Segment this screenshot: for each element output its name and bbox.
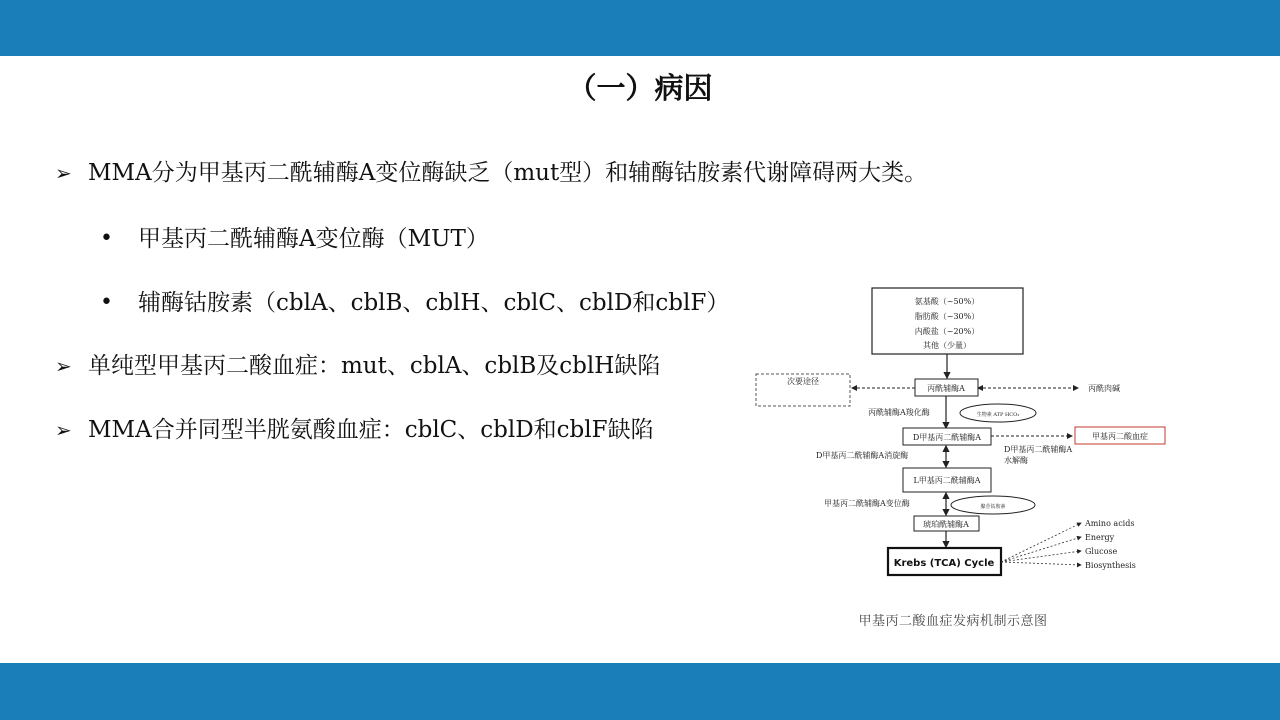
bullet-text: 甲基丙二酰辅酶A变位酶（MUT） — [138, 226, 489, 252]
l-mm-coa-label: L甲基丙二酰辅酶A — [913, 476, 981, 485]
arrow-bullet-icon: ➢ — [55, 354, 72, 378]
bullet-text: 辅酶钴胺素（cblA、cblB、cblH、cblC、cblD和cblF） — [138, 290, 730, 316]
sub-bullet-mut — [100, 223, 489, 255]
arrow-energy — [1001, 537, 1081, 562]
propionyl-coa-label: 丙酰辅酶A — [927, 384, 965, 393]
bullet-combined-mma — [55, 414, 654, 446]
d-mm-coa-label: D甲基丙二酰辅酶A — [912, 433, 982, 442]
slide-title: （一）病因 — [567, 71, 713, 105]
bullet-mma-classification — [55, 157, 927, 189]
output-biosynthesis: Biosynthesis — [1085, 561, 1136, 570]
source-amino-acids: 氨基酸（~50%） — [914, 297, 980, 306]
bullet-text: 单纯型甲基丙二酸血症：mut、cblA、cblB及cblH缺陷 — [88, 353, 661, 379]
krebs-cycle-label: Krebs (TCA) Cycle — [893, 558, 995, 569]
bullet-text: MMA合并同型半胱氨酸血症：cblC、cblD和cblF缺陷 — [88, 417, 654, 443]
source-fatty-acids: 脂肪酸（~30%） — [914, 312, 980, 321]
source-other: 其他（少量） — [923, 341, 971, 350]
mutase-label: 甲基丙二酰辅酶A变位酶 — [824, 499, 910, 508]
dot-bullet-icon: • — [100, 226, 113, 251]
racemase-label: D甲基丙二酰辅酶A消旋酶 — [816, 451, 909, 460]
output-energy: Energy — [1085, 533, 1115, 542]
arrow-bullet-icon: ➢ — [55, 418, 72, 442]
mma-label: 甲基丙二酸血症 — [1092, 432, 1148, 441]
bullet-isolated-mma — [55, 350, 660, 382]
top-banner — [0, 0, 1280, 56]
hydrolase-label-1: D甲基丙二酰辅酶A — [1004, 445, 1073, 454]
arrow-biosynthesis — [1001, 562, 1081, 565]
hydrolase-label-2: 水解酶 — [1004, 456, 1028, 465]
dot-bullet-icon: • — [100, 290, 113, 315]
propionyl-carnitine-label: 丙酰肉碱 — [1088, 384, 1120, 393]
secondary-path-label: 次要途径 — [787, 377, 819, 386]
output-glucose: Glucose — [1085, 547, 1118, 556]
source-propionate: 内酸盐（~20%） — [914, 327, 980, 336]
succinyl-coa-label: 琥珀酰辅酶A — [923, 520, 969, 529]
diagram-caption: 甲基丙二酸血症发病机制示意图 — [858, 614, 1048, 629]
output-amino-acids: Amino acids — [1085, 519, 1135, 528]
pathogenesis-diagram — [748, 282, 1168, 592]
cofactor-1-label: 生物素 ATP HCO₃ — [976, 412, 1020, 418]
cofactor-2-label: 腺苷钴胺素 — [980, 504, 1006, 510]
bottom-banner — [0, 663, 1280, 720]
carboxylase-label: 丙酰辅酶A羧化酶 — [868, 408, 930, 417]
sub-bullet-cobalamin — [100, 287, 729, 319]
bullet-text: MMA分为甲基丙二酰辅酶A变位酶缺乏（mut型）和辅酶钴胺素代谢障碍两大类。 — [88, 160, 928, 186]
arrow-bullet-icon: ➢ — [55, 161, 72, 185]
